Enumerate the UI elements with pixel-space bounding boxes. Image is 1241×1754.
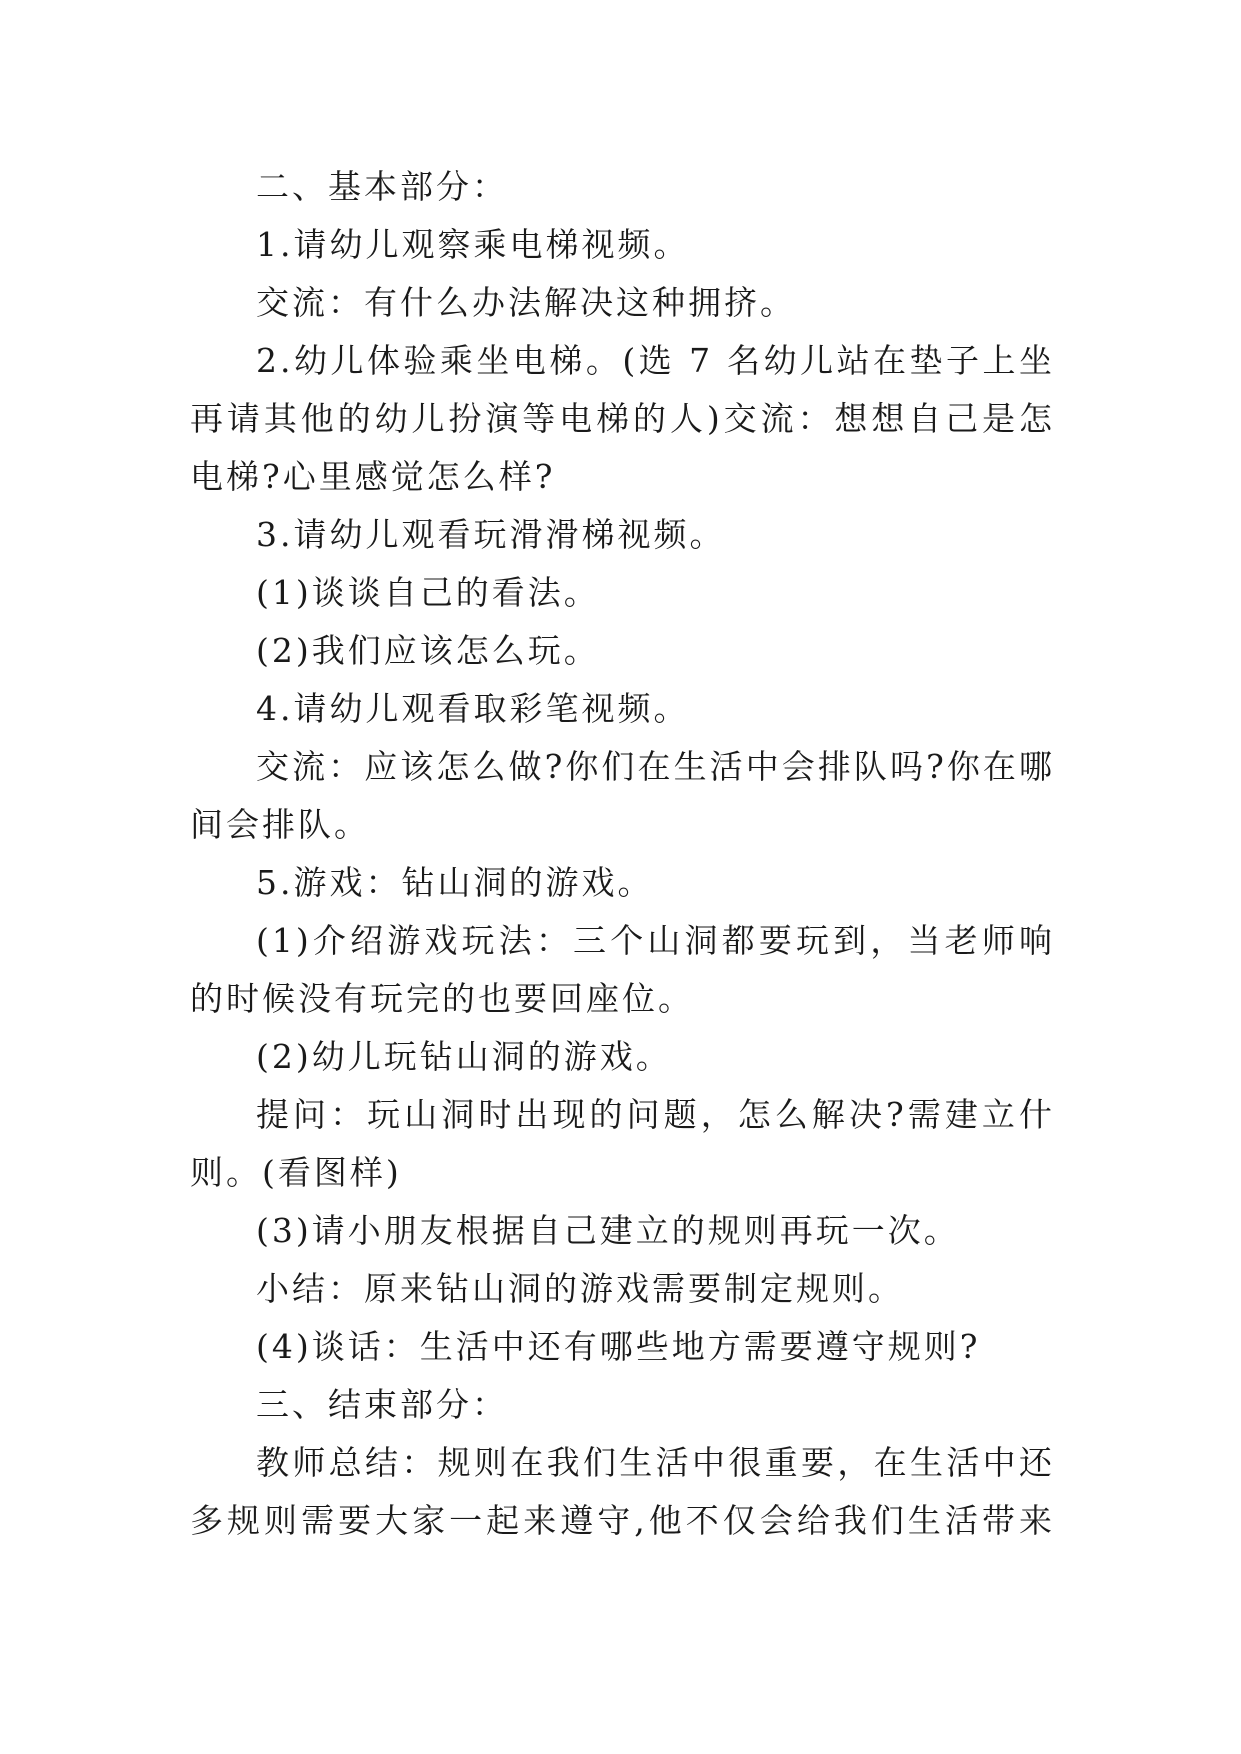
step-2-line-2: 再请其他的幼儿扮演等电梯的人)交流：想想自己是怎 xyxy=(190,399,1055,438)
step-5-item-2: (2)幼儿玩钻山洞的游戏。 xyxy=(256,1037,672,1076)
step-1: 1.请幼儿观察乘电梯视频。 xyxy=(256,225,690,264)
step-4-discussion-line-1: 交流：应该怎么做?你们在生活中会排队吗?你在哪 xyxy=(256,747,1055,786)
teacher-summary-line-2: 多规则需要大家一起来遵守,他不仅会给我们生活带来 xyxy=(190,1501,1055,1540)
step-5-item-1-line-2: 的时候没有玩完的也要回座位。 xyxy=(190,979,694,1018)
document-body xyxy=(190,158,1055,1550)
step-5-item-1-line-1: (1)介绍游戏玩法：三个山洞都要玩到，当老师响 xyxy=(256,921,1055,960)
step-3: 3.请幼儿观看玩滑滑梯视频。 xyxy=(256,515,726,554)
step-4-discussion-line-2: 间会排队。 xyxy=(190,805,370,844)
step-4: 4.请幼儿观看取彩笔视频。 xyxy=(256,689,690,728)
step-1-discussion: 交流：有什么办法解决这种拥挤。 xyxy=(256,283,796,322)
step-5-summary: 小结：原来钻山洞的游戏需要制定规则。 xyxy=(256,1269,904,1308)
teacher-summary-line-1: 教师总结：规则在我们生活中很重要，在生活中还 xyxy=(256,1443,1055,1482)
step-5: 5.游戏：钻山洞的游戏。 xyxy=(256,863,654,902)
step-2-line-1: 2.幼儿体验乘坐电梯。(选 7 名幼儿站在垫子上坐 xyxy=(256,341,1055,380)
step-5-item-4: (4)谈话：生活中还有哪些地方需要遵守规则? xyxy=(256,1327,981,1366)
step-3-item-1: (1)谈谈自己的看法。 xyxy=(256,573,600,612)
step-2-line-3: 电梯?心里感觉怎么样? xyxy=(190,457,556,496)
section-heading-basic: 二、基本部分： xyxy=(256,167,508,206)
step-3-item-2: (2)我们应该怎么玩。 xyxy=(256,631,600,670)
step-5-question-line-2: 则。(看图样) xyxy=(190,1153,402,1192)
step-5-item-3: (3)请小朋友根据自己建立的规则再玩一次。 xyxy=(256,1211,960,1250)
section-heading-ending: 三、结束部分： xyxy=(256,1385,508,1424)
step-5-question-line-1: 提问：玩山洞时出现的问题，怎么解决?需建立什 xyxy=(256,1095,1055,1134)
